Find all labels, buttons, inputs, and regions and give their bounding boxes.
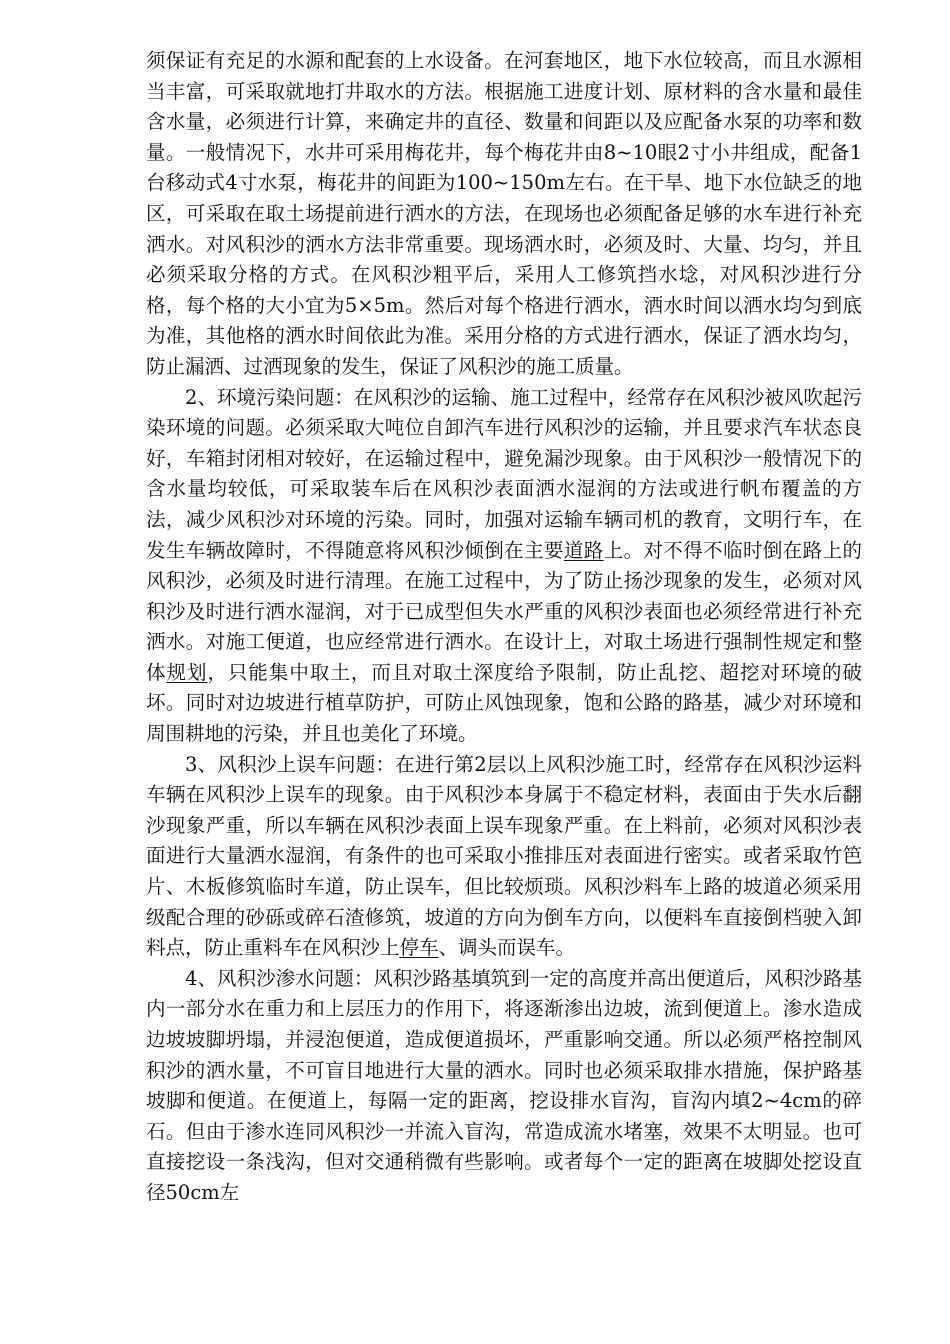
document-page: [146, 46, 862, 1209]
paragraph-4: [146, 964, 862, 1209]
text-run: 4、风积沙渗水问题：风积沙路基填筑到一定的高度并高出便道后，风积沙路基内一部分水在重力和上层压力的作用下，将逐渐渗出边坡，流到便道上。渗水造成边坡坡脚坍塌，并浸泡便道，造成便道损坏，严重影响交通。所以必须严格控制风积沙的洒水量，不可盲目地进行大量的洒水。同时也必须采取排水措施，保护路基坡脚和便道。在便道上，每隔一定的距离，挖设排水盲沟，盲沟内填2~4cm的碎石。但由于渗水连同风积沙一并流入盲沟，常造成流水堵塞，效果不太明显。也可直接挖设一条浅沟，但对交通稍微有些影响。或者每个一定的距离在坡脚处挖设直径50cm左: [146, 966, 862, 1204]
text-run: 2、环境污染问题：在风积沙的运输、施工过程中，经常存在风积沙被风吹起污染环境的问题。必须采取大吨位自卸汽车进行风积沙的运输，并且要求汽车状态良好，车箱封闭相对较好，在运输过程中，避免漏沙现象。由于风积沙一般情况下的含水量均较低，可采取装车后在风积沙表面洒水湿润的方法或进行帆布覆盖的方法，减少风积沙对环境的污染。同时，加强对运输车辆司机的教育，文明行车，在发生车辆故障时，不得随意将风积沙倾倒在主要: [146, 385, 862, 562]
paragraph-3: [146, 750, 862, 964]
text-run: 3、风积沙上误车问题：在进行第2层以上风积沙施工时，经常存在风积沙运料车辆在风积沙上误车的现象。由于风积沙本身属于不稳定材料，表面由于失水后翻沙现象严重，所以车辆在风积沙表面上误车现象严重。在上料前，必须对风积沙表面进行大量洒水湿润，有条件的也可采取小推排压对表面进行密实。或者采取竹笆片、木板修筑临时车道，防止误车，但比较烦琐。风积沙料车上路的坡道必须采用级配合理的砂砾或碎石渣修筑，坡道的方向为倒车方向，以便料车直接倒档驶入卸料点，防止重料车在风积沙上: [146, 752, 862, 960]
text-run: 、调头而误车。: [438, 936, 576, 960]
underlined-term: 道路: [563, 538, 604, 562]
text-run: 上。对不得不临时倒在路上的风积沙，必须及时进行清理。在施工过程中，为了防止扬沙现象的发生，必须对风积沙及时进行洒水湿润，对于已成型但失水严重的风积沙表面也必须经常进行补充洒水。对施工便道，也应经常进行洒水。在设计上，对取土场进行强制性规定和整体: [146, 538, 862, 684]
underlined-term: 规划: [166, 660, 208, 684]
underlined-term: 停车: [399, 936, 439, 960]
paragraph-2: [146, 383, 862, 750]
text-run: ，只能集中取土，而且对取土深度给予限制，防止乱挖、超挖对环境的破坏。同时对边坡进行植草防护，可防止风蚀现象，饱和公路的路基，减少对环境和周围耕地的污染，并且也美化了环境。: [146, 660, 862, 746]
text-run: 须保证有充足的水源和配套的上水设备。在河套地区，地下水位较高，而且水源相当丰富，可采取就地打井取水的方法。根据施工进度计划、原材料的含水量和最佳含水量，必须进行计算，来确定井的直径、数量和间距以及应配备水泵的功率和数量。一般情况下，水井可采用梅花井，每个梅花井由8~10眼2寸小井组成，配备1台移动式4寸水泵，梅花井的间距为100~150m左右。在干旱、地下水位缺乏的地区，可采取在取土场提前进行洒水的方法，在现场也必须配备足够的水车进行补充洒水。对风积沙的洒水方法非常重要。现场洒水时，必须及时、大量、均匀，并且必须采取分格的方式。在风积沙粗平后，采用人工修筑挡水埝，对风积沙进行分格，每个格的大小宜为5×5m。然后对每个格进行洒水，洒水时间以洒水均匀到底为准，其他格的洒水时间依此为准。采用分格的方式进行洒水，保证了洒水均匀，防止漏洒、过洒现象的发生，保证了风积沙的施工质量。: [146, 49, 862, 378]
paragraph-1: [146, 46, 862, 383]
